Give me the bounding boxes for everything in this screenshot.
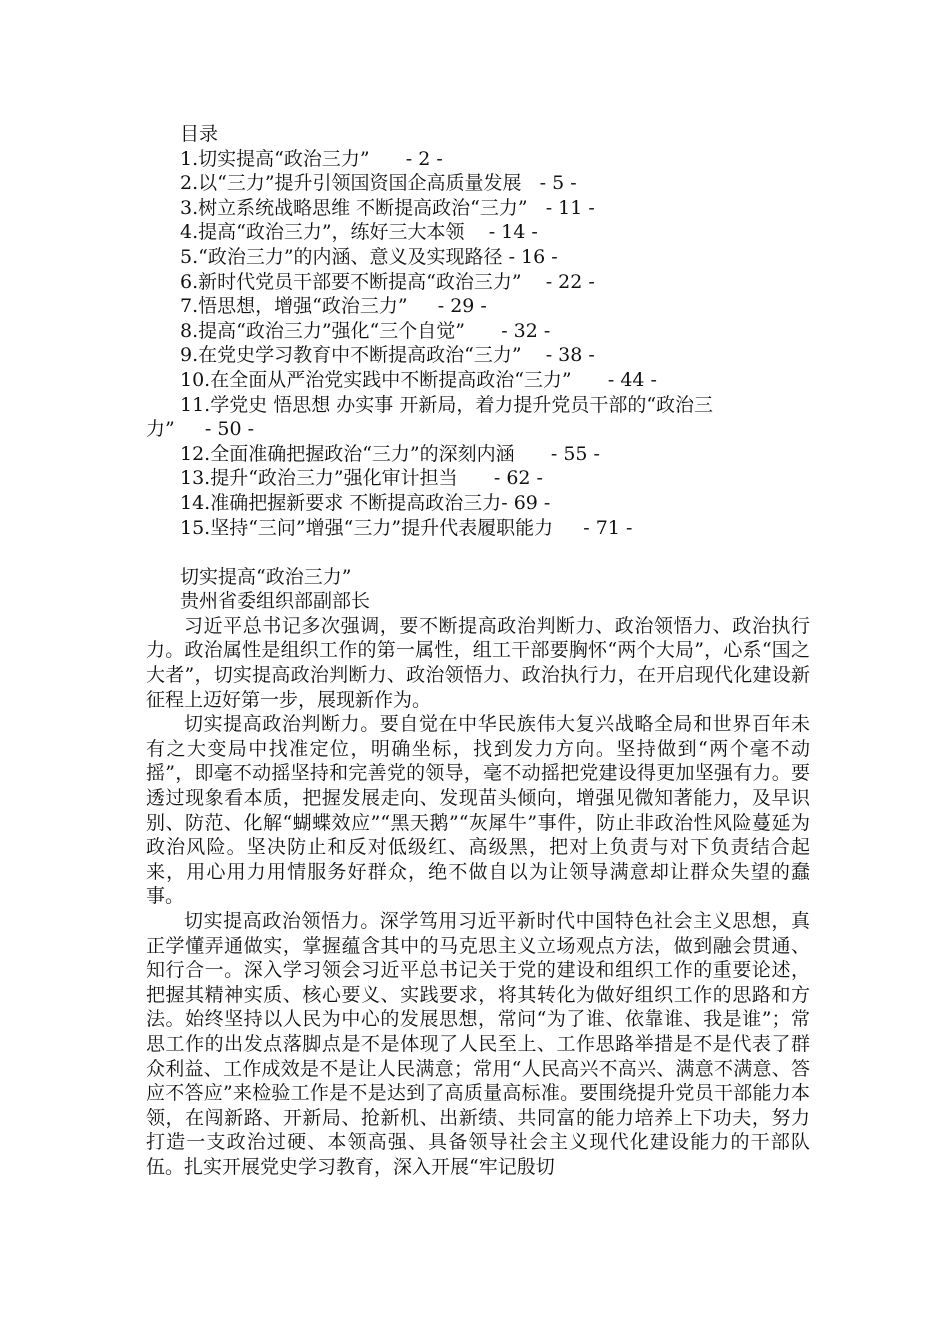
article-author: 贵州省委组织部副部长: [180, 590, 371, 613]
article-title: 切实提高“政治三力”: [180, 565, 352, 588]
article-paragraph: 切实提高政治判断力。要自觉在中华民族伟大复兴战略全局和世界百年未有之大变局中找准定位，明确坐标，找到发力方向。坚持做到“两个毫不动摇”，即毫不动摇坚持和完善党的领导，毫不动摇把党建设得更加坚强有力。要透过现象看本质，把握发展走向、发现苗头倾向，增强见微知著能力，及早识别、防范、化解“蝴蝶效应”“黑天鹅”“灰犀牛”事件，防止非政治性风险蔓延为政治风险。坚决防止和反对低级红、高级黑，把对上负责与对下负责结合起来，用心用力用情服务好群众，绝不做自以为让领导满意却让群众失望的蠢事。: [146, 713, 810, 908]
toc-item: 15.坚持“三问”增强“三力”提升代表履职能力 - 71 -: [180, 516, 633, 539]
toc-item: 4.提高“政治三力”，练好三大本领 - 14 -: [180, 221, 538, 244]
document-content: [146, 122, 810, 1180]
toc-item-continuation: 力” - 50 -: [146, 418, 255, 441]
toc-item: 6.新时代党员干部要不断提高“政治三力” - 22 -: [180, 270, 595, 293]
article-paragraph: 习近平总书记多次强调，要不断提高政治判断力、政治领悟力、政治执行力。政治属性是组织工作的第一属性，组工干部要胸怀“两个大局”，心系“国之大者”，切实提高政治判断力、政治领悟力、政治执行力，在开启现代化建设新征程上迈好第一步，展现新作为。: [146, 614, 810, 711]
toc-item: 8.提高“政治三力”强化“三个自觉” - 32 -: [180, 319, 551, 342]
article-paragraph: 切实提高政治领悟力。深学笃用习近平新时代中国特色社会主义思想，真正学懂弄通做实，掌握蕴含其中的马克思主义立场观点方法，做到融会贯通、知行合一。深入学习领会习近平总书记关于党的建设和组织工作的重要论述，把握其精神实质、核心要义、实践要求，将其转化为做好组织工作的思路和方法。始终坚持以人民为中心的发展思想，常问“为了谁、依靠谁、我是谁”；常思工作的出发点落脚点是不是体现了人民至上、工作思路举措是不是代表了群众利益、工作成效是不是让人民满意；常用“人民高兴不高兴、满意不满意、答应不答应”来检验工作是不是达到了高质量高标准。要围绕提升党员干部能力本领，在闯新路、开新局、抢新机、出新绩、共同富的能力培养上下功夫，努力打造一支政治过硬、本领高强、具备领导社会主义现代化建设能力的干部队伍。扎实开展党史学习教育，深入开展“牢记殷切: [146, 910, 810, 1178]
toc-item: 2.以“三力”提升引领国资国企高质量发展 - 5 -: [180, 172, 577, 195]
toc-item: 13.提升“政治三力”强化审计担当 - 62 -: [180, 467, 543, 490]
toc-item: 12.全面准确把握政治“三力”的深刻内涵 - 55 -: [180, 442, 600, 465]
toc-item: 9.在党史学习教育中不断提高政治“三力” - 38 -: [180, 344, 595, 367]
table-of-contents: [146, 122, 810, 540]
toc-item: 3.树立系统战略思维 不断提高政治“三力” - 11 -: [180, 196, 595, 219]
spacer: [146, 540, 810, 565]
toc-item: 10.在全面从严治党实践中不断提高政治“三力” - 44 -: [180, 368, 657, 391]
article: [146, 565, 810, 1180]
toc-item: 1.切实提高“政治三力” - 2 -: [180, 147, 443, 170]
toc-item: 11.学党史 悟思想 办实事 开新局，着力提升党员干部的“政治三: [180, 393, 714, 416]
toc-item: 7.悟思想，增强“政治三力” - 29 -: [180, 295, 487, 318]
toc-item: 5.“政治三力”的内涵、意义及实现路径 - 16 -: [180, 245, 558, 268]
toc-item: 14.准确把握新要求 不断提高政治三力- 69 -: [180, 491, 551, 514]
toc-heading: 目录: [180, 123, 219, 145]
